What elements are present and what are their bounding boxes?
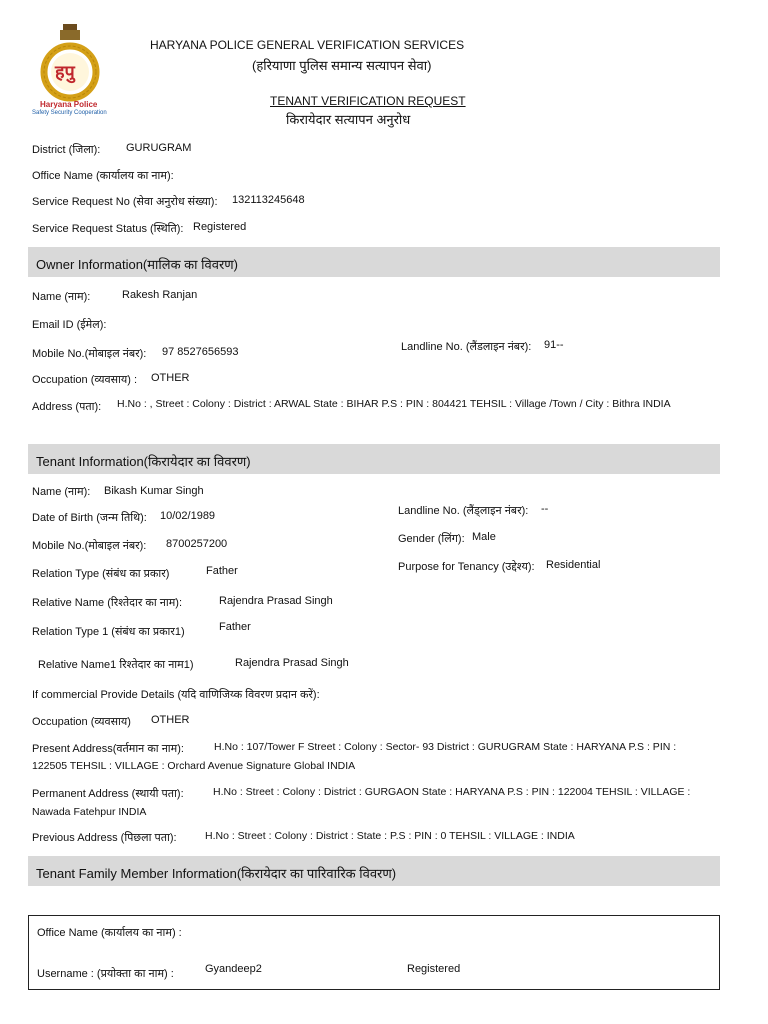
tenant-relation-type1-label: Relation Type 1 (संबंध का प्रकार1)	[32, 626, 185, 638]
tenant-mobile-value: 8700257200	[166, 538, 228, 550]
family-section-title: Tenant Family Member Information(किरायेदार का पारिवारिक विवरण)	[36, 866, 397, 881]
tenant-relation-type-value: Father	[206, 565, 238, 577]
logo-tagline: Safety Security Cooperation	[32, 110, 107, 116]
tenant-mobile-label: Mobile No.(मोबाइल नंबर):	[32, 540, 147, 552]
owner-landline-label: Landline No. (लैंडलाइन नंबर):	[401, 341, 532, 353]
footer-username-label: Username : (प्रयोक्ता का नाम) :	[37, 968, 174, 980]
service-request-status-label: Service Request Status (स्थिति):	[32, 223, 184, 235]
tenant-gender-value: Male	[472, 531, 496, 543]
footer-username-value: Gyandeep2	[205, 963, 262, 975]
tenant-name-value: Bikash Kumar Singh	[104, 485, 204, 497]
service-request-no-label: Service Request No (सेवा अनुरोध संख्या):	[32, 196, 218, 208]
owner-occupation-label: Occupation (व्यवसाय) :	[32, 374, 138, 386]
page-subtitle-hi: किरायेदार सत्यापन अनुरोध	[286, 112, 411, 127]
tenant-relative-name-label: Relative Name (रिश्तेदार का नाम):	[32, 597, 183, 609]
tenant-previous-address-value: H.No : Street : Colony : District : State : P.S : PIN : 0 TEHSIL : VILLAGE : INDIA	[205, 830, 575, 842]
logo-name: Haryana Police	[40, 100, 98, 109]
page-subtitle-en: TENANT VERIFICATION REQUEST	[270, 94, 466, 108]
header-title-en: HARYANA POLICE GENERAL VERIFICATION SERVICES	[150, 38, 465, 52]
tenant-relation-type1-value: Father	[219, 621, 251, 633]
district-label: District (जिला):	[32, 144, 101, 156]
tenant-relation-type-label: Relation Type (संबंध का प्रकार)	[32, 568, 170, 580]
owner-mobile-label: Mobile No.(मोबाइल नंबर):	[32, 348, 147, 360]
logo-text: हपु	[55, 62, 75, 82]
footer-status-value: Registered	[407, 963, 461, 975]
service-request-status-value: Registered	[193, 221, 247, 233]
tenant-relative-name1-value: Rajendra Prasad Singh	[235, 657, 349, 669]
district-value: GURUGRAM	[126, 142, 192, 154]
tenant-landline-label: Landline No. (लैंड्लाइन नंबर):	[398, 505, 529, 517]
tenant-present-address-line1: H.No : 107/Tower F Street : Colony : Sector- 93 District : GURUGRAM State : HARYANA P.S : PIN :	[214, 741, 677, 753]
owner-address-label: Address (पता):	[32, 401, 102, 413]
tenant-occupation-value: OTHER	[151, 714, 190, 726]
service-request-no-value: 132113245648	[232, 194, 305, 206]
footer-info-box	[28, 915, 720, 990]
owner-address-value: H.No : , Street : Colony : District : ARWAL State : BIHAR P.S : PIN : 804421 TEHSIL : Village /Town / City : Bithra INDIA	[117, 398, 671, 410]
tenant-gender-label: Gender (लिंग):	[398, 533, 465, 545]
tenant-permanent-address-label: Permanent Address (स्थायी पता):	[32, 788, 184, 800]
tenant-previous-address-label: Previous Address (पिछला पता):	[32, 832, 177, 844]
haryana-police-logo	[30, 22, 110, 122]
tenant-purpose-value: Residential	[546, 559, 601, 571]
tenant-relative-name-value: Rajendra Prasad Singh	[219, 595, 333, 607]
tenant-present-address-line2: 122505 TEHSIL : VILLAGE : Orchard Avenue Signature Global INDIA	[32, 760, 356, 772]
owner-mobile-value: 97 8527656593	[162, 346, 239, 358]
tenant-section-title: Tenant Information(किरायेदार का विवरण)	[36, 454, 251, 469]
tenant-commercial-label: If commercial Provide Details (यदि वाणिजिय्क विवरण प्रदान करें):	[32, 689, 320, 701]
owner-section-header	[28, 247, 720, 277]
tenant-relative-name1-label: Relative Name1 रिश्तेदार का नाम1)	[38, 659, 194, 671]
office-name-label: Office Name (कार्यालय का नाम):	[32, 170, 174, 182]
owner-occupation-value: OTHER	[151, 372, 190, 384]
tenant-landline-value: --	[541, 503, 549, 515]
owner-name-value: Rakesh Ranjan	[122, 289, 198, 301]
tenant-permanent-address-line2: Nawada Fatehpur INDIA	[32, 806, 147, 818]
tenant-dob-label: Date of Birth (जन्म तिथि):	[32, 512, 147, 524]
header-title-hi: (हरियाणा पुलिस समान्य सत्यापन सेवा)	[252, 58, 432, 73]
tenant-purpose-label: Purpose for Tenancy (उद्देश्य):	[398, 561, 535, 573]
tenant-section-header	[28, 444, 720, 474]
owner-landline-value: 91--	[544, 339, 564, 351]
owner-email-label: Email ID (ईमेल):	[32, 319, 107, 331]
owner-name-label: Name (नाम):	[32, 291, 91, 303]
tenant-name-label: Name (नाम):	[32, 486, 91, 498]
footer-office-name-label: Office Name (कार्यालय का नाम) :	[37, 927, 182, 939]
tenant-permanent-address-line1: H.No : Street : Colony : District : GURGAON State : HARYANA P.S : PIN : 122004 TEHSIL : VILLAGE :	[213, 786, 691, 798]
tenant-dob-value: 10/02/1989	[160, 510, 216, 522]
family-section-header	[28, 856, 720, 886]
tenant-present-address-label: Present Address(वर्तमान का नाम):	[32, 743, 184, 755]
tenant-occupation-label: Occupation (व्यवसाय)	[32, 716, 131, 728]
owner-section-title: Owner Information(मालिक का विवरण)	[36, 257, 239, 272]
